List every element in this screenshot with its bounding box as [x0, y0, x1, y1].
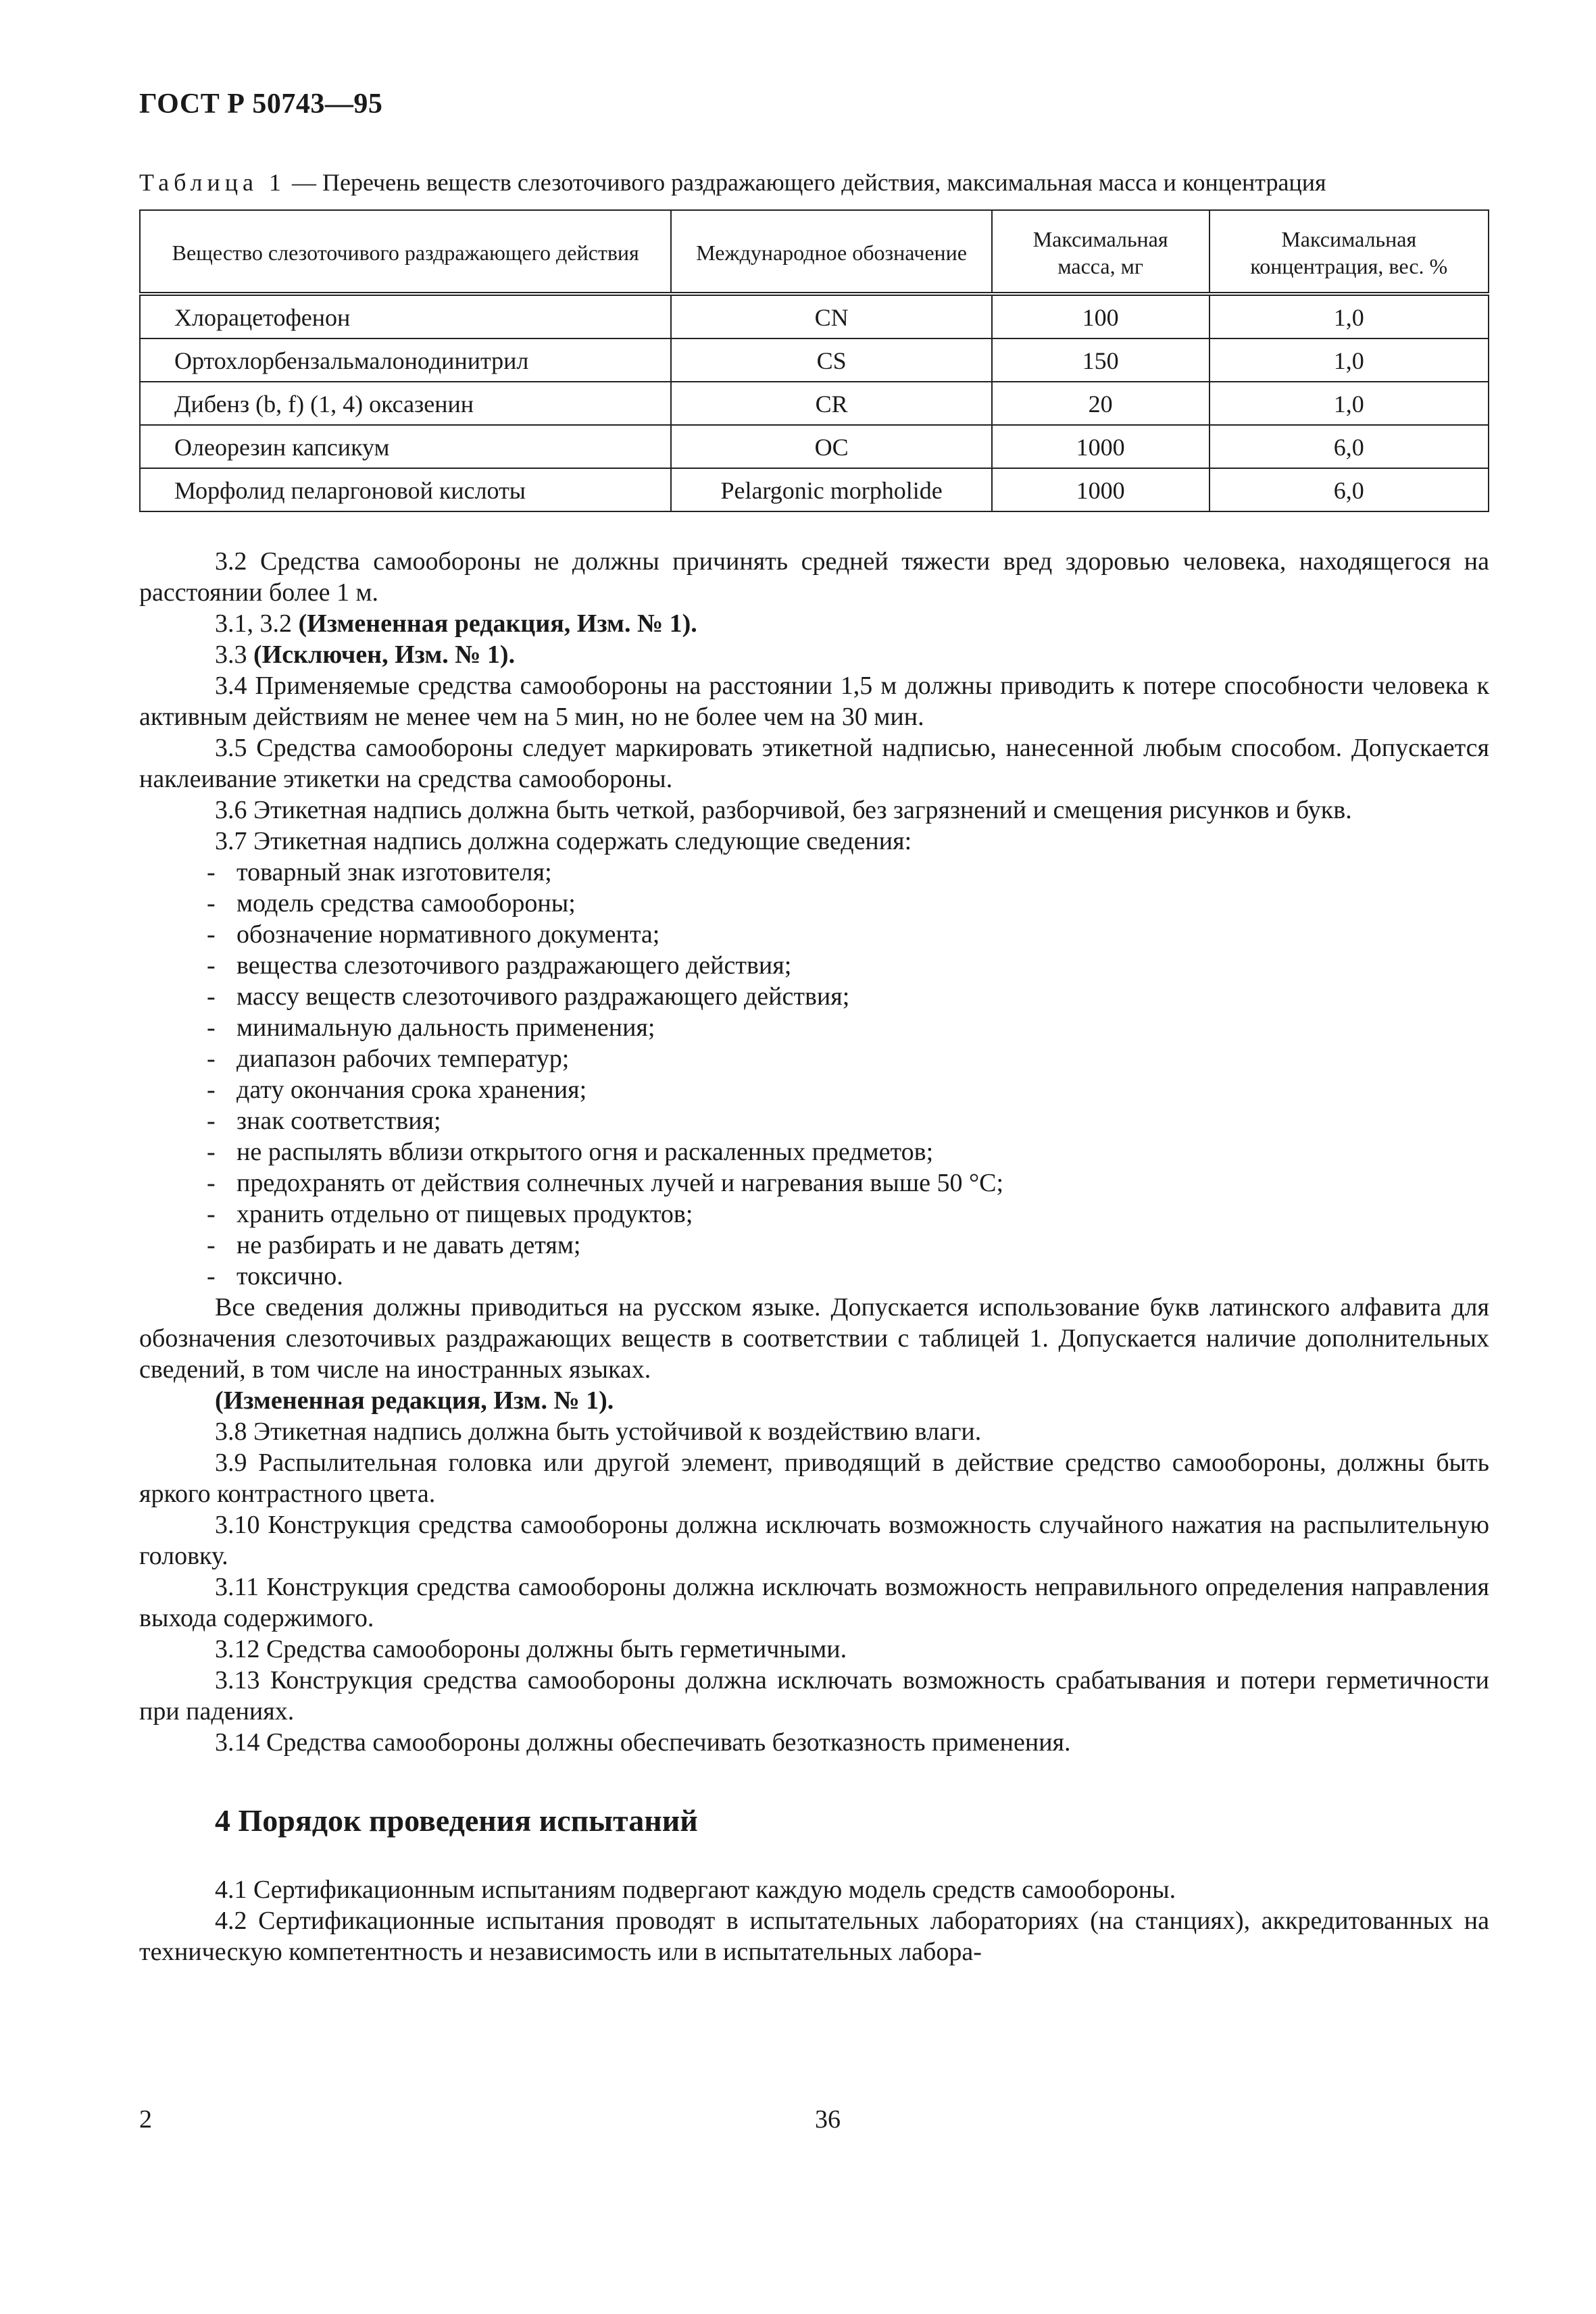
clause-3-9: 3.9 Распылительная головка или другой элемент, приводящий в действие средство самообороны, должны быть яркого контрастного цвета.	[139, 1449, 1489, 1508]
cell-mass: 150	[992, 338, 1210, 382]
clause-3-3	[139, 639, 1489, 670]
cell-substance: Хлорацетофенон	[140, 294, 671, 338]
clause-number: 3.3	[215, 640, 253, 669]
cell-mass: 1000	[992, 425, 1210, 468]
list-item: - дату окончания срока хранения;	[207, 1074, 1489, 1105]
list-item: - не распылять вблизи открытого огня и раскаленных предметов;	[207, 1136, 1489, 1167]
list-item: - не разбирать и не давать детям;	[207, 1230, 1489, 1261]
list-item: - хранить отдельно от пищевых продуктов;	[207, 1199, 1489, 1230]
label-requirements-list	[139, 857, 1489, 1292]
section-4-title: 4 Порядок проведения испытаний	[215, 1803, 698, 1838]
clause-4-2: 4.2 Сертификационные испытания проводят в испытательных лабораториях (на станциях), аккредитованных на техническую компетентность и независимость или в испытательных лабора-	[139, 1907, 1489, 1966]
clause-3-14: 3.14 Средства самообороны должны обеспечивать безотказность применения.	[215, 1728, 1071, 1757]
clause-3-8: 3.8 Этикетная надпись должна быть устойчивой к воздействию влаги.	[215, 1417, 982, 1446]
list-item: - диапазон рабочих температур;	[207, 1043, 1489, 1074]
column-header-mass: Максимальная масса, мг	[992, 210, 1210, 294]
clause-3-11: 3.11 Конструкция средства самообороны должна исключать возможность неправильного определения направления выхода содержимого.	[139, 1573, 1489, 1632]
cell-concentration: 6,0	[1210, 468, 1489, 511]
list-item: - предохранять от действия солнечных лучей и нагревания выше 50 °С;	[207, 1167, 1489, 1199]
list-item: - обозначение нормативного документа;	[207, 919, 1489, 950]
table-row	[140, 425, 1489, 468]
cell-mass: 1000	[992, 468, 1210, 511]
column-header-substance: Вещество слезоточивого раздражающего действия	[140, 210, 671, 294]
clause-3-4: 3.4 Применяемые средства самообороны на расстоянии 1,5 м должны приводить к потере способности человека к активным действиям не менее чем на 5 мин, но не более чем на 30 мин.	[139, 672, 1489, 731]
list-item: - массу веществ слезоточивого раздражающего действия;	[207, 981, 1489, 1012]
list-item: - модель средства самообороны;	[207, 888, 1489, 919]
table-caption-label: Таблица 1	[139, 169, 286, 196]
table-row	[140, 294, 1489, 338]
clause-3-12: 3.12 Средства самообороны должны быть герметичными.	[215, 1635, 847, 1663]
table-row	[140, 338, 1489, 382]
document-page	[139, 88, 1489, 1967]
cell-concentration: 6,0	[1210, 425, 1489, 468]
page-number-left: 2	[139, 2105, 152, 2134]
cell-concentration: 1,0	[1210, 382, 1489, 425]
clause-3-7: 3.7 Этикетная надпись должна содержать следующие сведения:	[215, 827, 912, 855]
substances-table	[139, 209, 1489, 512]
cell-substance: Ортохлорбензальмалонодинитрил	[140, 338, 671, 382]
clause-3-13: 3.13 Конструкция средства самообороны должна исключать возможность срабатывания и потери герметичности при падениях.	[139, 1666, 1489, 1726]
cell-code: CR	[671, 382, 991, 425]
clause-3-6: 3.6 Этикетная надпись должна быть четкой, разборчивой, без загрязнений и смещения рисунков и букв.	[215, 796, 1352, 824]
amendment-note: (Измененная редакция, Изм. № 1).	[215, 1386, 614, 1415]
cell-concentration: 1,0	[1210, 338, 1489, 382]
list-item: - минимальную дальность применения;	[207, 1012, 1489, 1043]
table-caption-text: — Перечень веществ слезоточивого раздражающего действия, максимальная масса и концентрация	[285, 169, 1326, 196]
clause-3-7-continuation: Все сведения должны приводиться на русском языке. Допускается использование букв латинского алфавита для обозначения слезоточивых раздражающих веществ в соответствии с таблицей 1. Допускается наличие дополнительных сведений, в том числе на иностранных языках.	[139, 1293, 1489, 1384]
cell-code: CS	[671, 338, 991, 382]
cell-substance: Олеорезин капсикум	[140, 425, 671, 468]
clause-number: 3.1, 3.2	[215, 609, 299, 638]
column-header-concentration: Максимальная концентрация, вес. %	[1210, 210, 1489, 294]
clause-4-1: 4.1 Сертификационным испытаниям подвергают каждую модель средств самообороны.	[215, 1876, 1176, 1904]
amendment-note: (Измененная редакция, Изм. № 1).	[298, 609, 697, 638]
page-number-center: 36	[815, 2105, 841, 2134]
table-caption	[139, 168, 1489, 197]
clause-3-5: 3.5 Средства самообороны следует маркировать этикетной надписью, нанесенной любым способом. Допускается наклеивание этикетки на средства самообороны.	[139, 734, 1489, 793]
table-header-row	[140, 210, 1489, 294]
list-item: - токсично.	[207, 1261, 1489, 1292]
document-code: ГОСТ Р 50743—95	[139, 89, 383, 120]
list-item: - товарный знак изготовителя;	[207, 857, 1489, 888]
list-item: - вещества слезоточивого раздражающего действия;	[207, 950, 1489, 981]
table-row	[140, 382, 1489, 425]
cell-concentration: 1,0	[1210, 294, 1489, 338]
clause-3-2: 3.2 Средства самообороны не должны причинять средней тяжести вред здоровью человека, находящегося на расстоянии более 1 м.	[139, 547, 1489, 607]
cell-code: OC	[671, 425, 991, 468]
cell-substance: Морфолид пеларгоновой кислоты	[140, 468, 671, 511]
cell-mass: 20	[992, 382, 1210, 425]
cell-code: CN	[671, 294, 991, 338]
clause-3-10: 3.10 Конструкция средства самообороны должна исключать возможность случайного нажатия на распылительную головку.	[139, 1511, 1489, 1570]
clause-3-1-3-2-amendment	[139, 608, 1489, 639]
cell-code: Pelargonic morpholide	[671, 468, 991, 511]
table-row	[140, 468, 1489, 511]
body-text	[139, 546, 1489, 1967]
cell-mass: 100	[992, 294, 1210, 338]
column-header-code: Международное обозначение	[671, 210, 991, 294]
list-item: - знак соответствия;	[207, 1105, 1489, 1136]
excluded-note: (Исключен, Изм. № 1).	[253, 640, 516, 669]
cell-substance: Дибенз (b, f) (1, 4) оксазенин	[140, 382, 671, 425]
